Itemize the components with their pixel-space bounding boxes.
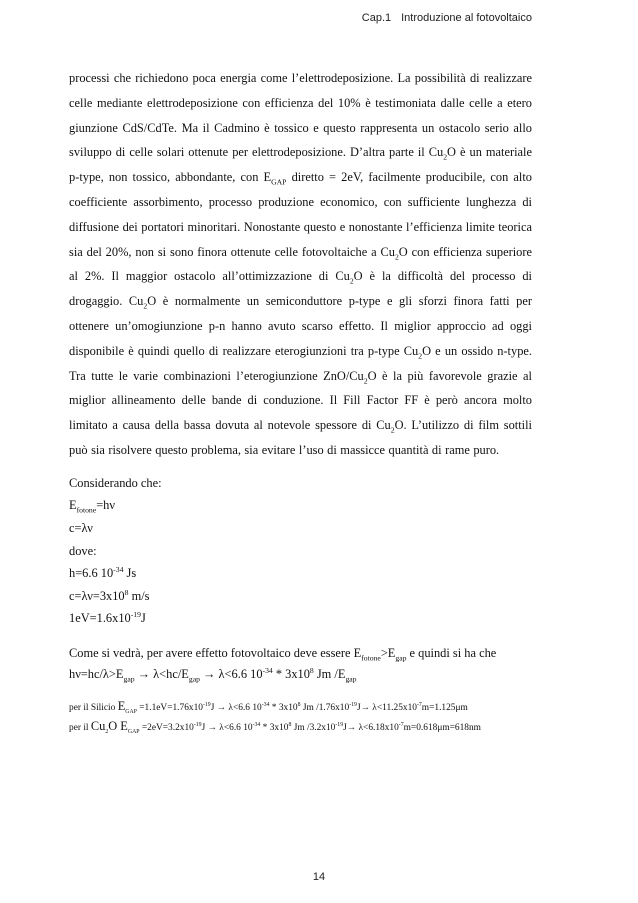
paragraph-text: processi che richiedono poca energia come l’elettrodeposizione. La possibilità di realizzare celle mediante elettrodeposizione con efficienza del 10% è testimoniata dalle celle a etero giunzione CdS/CdTe. Ma il Cadmino è tossico e questo rappresenta un ostacolo serio allo sviluppo di celle solari ottenute per elettrodeposizione. D’altra parte il Cu bbox=[69, 71, 532, 160]
considerando-intro: Considerando che: bbox=[69, 475, 162, 490]
page-body bbox=[69, 66, 532, 738]
paragraph-text: O è un materiale p-type, non tossico, abbondante, con E bbox=[69, 145, 532, 185]
running-header bbox=[362, 12, 532, 24]
come-block bbox=[69, 643, 532, 685]
equation-speed-of-light: c=λν bbox=[69, 520, 93, 535]
header-title: Introduzione al fotovoltaico bbox=[401, 12, 532, 24]
subscript: 2 bbox=[390, 425, 395, 435]
cu2o-calculation: per il $Cu_2O$ $E_{GAP} =2eV=3.2x10^{-19}J \to \lambda<6.6$ $10^{-34} * 3x10^8$ Jm $/3.2x10^{-19}J\to \lambda<6.18x10^{-7}m=0.618\mu m=618nm$ bbox=[69, 719, 481, 736]
equation-photon-energy: $E_{fotone}=h\nu$ bbox=[69, 498, 115, 515]
subscript: GAP bbox=[271, 177, 287, 187]
page-number: 14 bbox=[312, 871, 326, 883]
paragraph-text: O con efficienza superiore al 2%. Il maggior ostacolo all’ottimizzazione di Cu bbox=[69, 244, 533, 284]
paragraph-text: O è la più favorevole grazie al miglior allineamento delle bande di conduzione. Il Fill Factor FF è però ancora molto limitato a causa della bassa dovuta al notevole spessore di Cu bbox=[69, 368, 532, 433]
wavelength-inequality: $h\nu=hc/\lambda>E_{gap} \to \lambda<hc/E_{gap} \to \lambda<6.6$ $10^{-34} * 3x10^8$ Jm $/E_{gap}$ bbox=[69, 665, 357, 684]
paragraph-text: O e un ossido n-type. Tra tutte le varie combinazioni l’eterogiunzione ZnO/Cu bbox=[69, 343, 532, 383]
header-chapter: Cap.1 bbox=[361, 12, 392, 24]
come-sentence: Come si vedrà, per avere effetto fotovoltaico deve essere $E_{fotone}>E_{gap}$ e quindi si ha che bbox=[69, 645, 497, 663]
silicon-calculation: per il Silicio $E_{GAP} =1.1eV=1.76x10^{-19}J \to \lambda<6.6$ $10^{-34} * 3x10^8$ Jm $/1.76x10^{-19}J\to \lambda<11.25x10^{-7}m=1.125\mu m$ bbox=[69, 698, 468, 715]
subscript: 2 bbox=[443, 152, 448, 162]
subscript: 2 bbox=[418, 351, 423, 361]
subscript: 2 bbox=[349, 276, 354, 286]
paragraph-text: O è normalmente un semiconduttore p-type e gli sforzi finora fatti per ottenere un’omogiunzione p-n hanno avuto scarso effetto. Il miglior approccio ad oggi disponibile è quindi quello di realizzare eterogiunzioni tra p-type Cu bbox=[69, 294, 533, 358]
subscript: 2 bbox=[363, 376, 368, 386]
calculations-block bbox=[69, 697, 532, 738]
dove-label: dove: bbox=[69, 543, 97, 558]
subscript: 2 bbox=[143, 301, 148, 311]
paragraph-text: O. L’utilizzo di film sottili può sia risolvere questo problema, sia evitare l’uso di massicce quantità di rame puro. bbox=[69, 418, 532, 457]
considerando-block bbox=[69, 472, 532, 630]
paragraph-text: O è la difficoltà del processo di drogaggio. Cu bbox=[69, 269, 532, 309]
equation-c-value: $c=\lambda\nu=3x10^8$ m/s bbox=[69, 587, 150, 603]
equation-ev: $1eV=1.6x10^{-19}J$ bbox=[69, 610, 146, 626]
paragraph-text: diretto = 2eV, facilmente producibile, con alto coefficiente assorbimento, processo produzione economico, con sufficiente lunghezza di diffusione dei portatori minoritari. Nonostante questo e nonostante l’efficienza limite teorica sia del 20%, non si sono finora ottenute celle fotovoltaiche a Cu bbox=[69, 170, 532, 259]
subscript: 2 bbox=[394, 252, 399, 262]
equation-planck: h=6.6 $10^{-34}$ Js bbox=[69, 565, 137, 581]
body-paragraph bbox=[69, 66, 532, 463]
